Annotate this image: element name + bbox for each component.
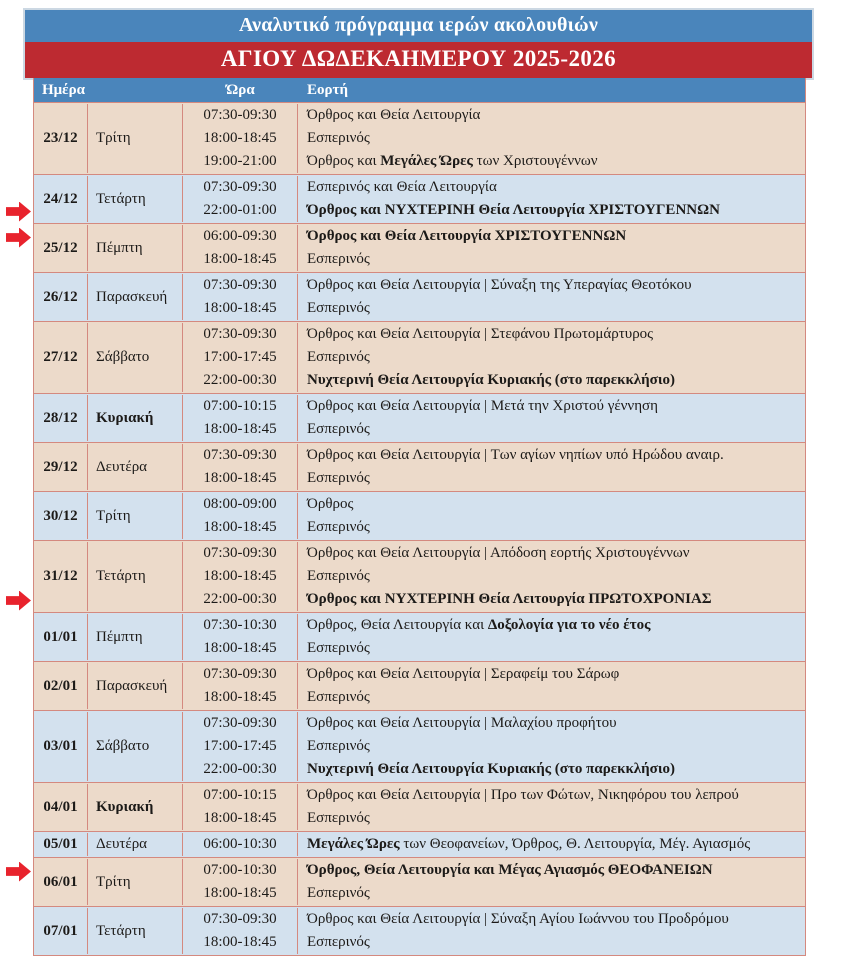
- feast-text-segment: Εσπερινός: [307, 300, 370, 316]
- table-row: [34, 102, 805, 174]
- time-cell: 07:30-09:30: [183, 104, 298, 127]
- services-cell: [183, 908, 805, 954]
- table-row: [34, 491, 805, 540]
- services-cell: [183, 493, 805, 539]
- services-cell: [183, 833, 805, 856]
- date-cell: 31/12: [34, 542, 88, 611]
- table-row: [34, 223, 805, 272]
- time-cell: 07:30-09:30: [183, 323, 298, 346]
- feast-text-segment: Όρθρος και Θεία Λειτουργία | Μετά την Χριστού γέννηση: [307, 398, 658, 414]
- service-line: [183, 323, 805, 346]
- table-row: [34, 174, 805, 223]
- date-cell: 03/01: [34, 712, 88, 781]
- date-cell: 25/12: [34, 225, 88, 271]
- date-cell: 30/12: [34, 493, 88, 539]
- service-line: [183, 176, 805, 199]
- table-row: [34, 612, 805, 661]
- time-cell: 17:00-17:45: [183, 346, 298, 369]
- service-line: [183, 297, 805, 320]
- table-row: [34, 321, 805, 393]
- table-row: [34, 906, 805, 955]
- feast-text-segment: των Χριστουγέννων: [472, 153, 598, 169]
- feast-cell: [298, 666, 805, 683]
- feast-cell: [298, 862, 805, 879]
- feast-text-segment: Όρθρος, Θεία Λειτουργία και Μέγας Αγιασμός ΘΕΟΦΑΝΕΙΩΝ: [307, 862, 713, 878]
- feast-cell: [298, 934, 805, 951]
- day-cell: Τρίτη: [88, 104, 183, 173]
- feast-text-segment: Όρθρος και ΝΥΧΤΕΡΙΝΗ Θεία Λειτουργία ΠΡΩΤΟΧΡΟΝΙΑΣ: [307, 591, 712, 607]
- feast-text-segment: Εσπερινός: [307, 885, 370, 901]
- feast-text-segment: Όρθρος και Θεία Λειτουργία: [307, 107, 481, 123]
- time-cell: 07:30-09:30: [183, 274, 298, 297]
- time-cell: 18:00-18:45: [183, 127, 298, 150]
- table-row: [34, 831, 805, 857]
- feast-cell: [298, 568, 805, 585]
- service-line: [183, 542, 805, 565]
- schedule-table: [33, 78, 806, 956]
- feast-text-segment: Εσπερινός: [307, 640, 370, 656]
- service-line: [183, 418, 805, 441]
- service-line: [183, 735, 805, 758]
- feast-text-segment: Όρθρος: [307, 496, 354, 512]
- time-cell: 07:30-09:30: [183, 542, 298, 565]
- service-line: [183, 369, 805, 392]
- feast-text-segment: Εσπερινός: [307, 689, 370, 705]
- day-cell: Σάββατο: [88, 712, 183, 781]
- date-cell: 24/12: [34, 176, 88, 222]
- feast-text-segment: Εσπερινός: [307, 421, 370, 437]
- feast-cell: [298, 202, 805, 219]
- red-arrow-icon: [6, 862, 31, 882]
- page-title: Αναλυτικό πρόγραμμα ιερών ακολουθιών: [25, 10, 812, 42]
- date-cell: 04/01: [34, 784, 88, 830]
- service-line: [183, 467, 805, 490]
- day-cell: Πέμπτη: [88, 614, 183, 660]
- feast-cell: [298, 591, 805, 608]
- time-cell: 07:30-09:30: [183, 908, 298, 931]
- time-cell: 07:30-09:30: [183, 444, 298, 467]
- feast-cell: [298, 810, 805, 827]
- feast-text-segment: Εσπερινός: [307, 810, 370, 826]
- time-cell: 18:00-18:45: [183, 931, 298, 954]
- day-cell: Παρασκευή: [88, 663, 183, 709]
- feast-cell: [298, 496, 805, 513]
- day-cell: Σάββατο: [88, 323, 183, 392]
- table-row: [34, 393, 805, 442]
- time-cell: 07:30-09:30: [183, 663, 298, 686]
- services-cell: [183, 444, 805, 490]
- time-cell: 18:00-18:45: [183, 297, 298, 320]
- feast-cell: [298, 130, 805, 147]
- services-cell: [183, 176, 805, 222]
- feast-cell: [298, 349, 805, 366]
- feast-cell: [298, 421, 805, 438]
- feast-cell: [298, 787, 805, 804]
- feast-text-segment: Όρθρος και ΝΥΧΤΕΡΙΝΗ Θεία Λειτουργία ΧΡΙΣΤΟΥΓΕΝΝΩΝ: [307, 202, 720, 218]
- services-cell: [183, 663, 805, 709]
- service-line: [183, 225, 805, 248]
- service-line: [183, 614, 805, 637]
- service-line: [183, 346, 805, 369]
- feast-cell: [298, 447, 805, 464]
- feast-cell: [298, 617, 805, 634]
- feast-text-segment: Εσπερινός: [307, 568, 370, 584]
- feast-cell: [298, 398, 805, 415]
- feast-cell: [298, 715, 805, 732]
- time-cell: 06:00-09:30: [183, 225, 298, 248]
- service-line: [183, 882, 805, 905]
- table-row: [34, 272, 805, 321]
- time-cell: 18:00-18:45: [183, 467, 298, 490]
- date-cell: 01/01: [34, 614, 88, 660]
- table-row: [34, 661, 805, 710]
- feast-text-segment: Όρθρος και Θεία Λειτουργία | Των αγίων νηπίων υπό Ηρώδου αναιρ.: [307, 447, 724, 463]
- feast-text-segment: Δοξολογία για το νέο έτος: [487, 617, 651, 633]
- feast-text-segment: Όρθρος και Θεία Λειτουργία | Προ των Φώτων, Νικηφόρου του λεπρού: [307, 787, 739, 803]
- table-row: [34, 710, 805, 782]
- services-cell: [183, 274, 805, 320]
- date-cell: 05/01: [34, 833, 88, 856]
- feast-text-segment: των Θεοφανείων, Όρθρος, Θ. Λειτουργία, Μέγ. Αγιασμός: [399, 836, 751, 852]
- feast-text-segment: Εσπερινός: [307, 251, 370, 267]
- date-cell: 06/01: [34, 859, 88, 905]
- column-header-day: Ημέρα: [42, 81, 85, 98]
- services-cell: [183, 225, 805, 271]
- service-line: [183, 150, 805, 173]
- feast-text-segment: Όρθρος και Θεία Λειτουργία | Μαλαχίου προφήτου: [307, 715, 617, 731]
- time-cell: 18:00-18:45: [183, 807, 298, 830]
- red-arrow-icon: [6, 228, 31, 248]
- service-line: [183, 274, 805, 297]
- service-line: [183, 444, 805, 467]
- time-cell: 06:00-10:30: [183, 833, 298, 856]
- date-cell: 29/12: [34, 444, 88, 490]
- time-cell: 22:00-01:00: [183, 199, 298, 222]
- service-line: [183, 686, 805, 709]
- feast-cell: [298, 107, 805, 124]
- column-header-time: Ώρα: [226, 81, 255, 98]
- feast-cell: [298, 519, 805, 536]
- time-cell: 18:00-18:45: [183, 418, 298, 441]
- feast-cell: [298, 545, 805, 562]
- service-line: [183, 931, 805, 954]
- feast-cell: [298, 885, 805, 902]
- feast-cell: [298, 153, 805, 170]
- time-cell: 07:00-10:15: [183, 784, 298, 807]
- day-cell: Τετάρτη: [88, 542, 183, 611]
- banner: [23, 8, 814, 80]
- time-cell: 18:00-18:45: [183, 248, 298, 271]
- service-line: [183, 712, 805, 735]
- time-cell: 18:00-18:45: [183, 516, 298, 539]
- time-cell: 07:00-10:15: [183, 395, 298, 418]
- day-cell: Δευτέρα: [88, 444, 183, 490]
- feast-text-segment: Εσπερινός: [307, 470, 370, 486]
- feast-text-segment: Όρθρος και Θεία Λειτουργία | Σεραφείμ του Σάρωφ: [307, 666, 620, 682]
- date-cell: 07/01: [34, 908, 88, 954]
- day-cell: Κυριακή: [88, 395, 183, 441]
- service-line: [183, 833, 805, 856]
- feast-text-segment: Εσπερινός: [307, 130, 370, 146]
- feast-cell: [298, 689, 805, 706]
- date-cell: 23/12: [34, 104, 88, 173]
- table-body: [34, 102, 805, 955]
- service-line: [183, 637, 805, 660]
- day-cell: Δευτέρα: [88, 833, 183, 856]
- page-subtitle: ΑΓΙΟΥ ΔΩΔΕΚΑΗΜΕΡΟΥ 2025-2026: [25, 42, 812, 78]
- services-cell: [183, 542, 805, 611]
- time-cell: 22:00-00:30: [183, 588, 298, 611]
- feast-cell: [298, 372, 805, 389]
- service-line: [183, 758, 805, 781]
- time-cell: 18:00-18:45: [183, 637, 298, 660]
- services-cell: [183, 859, 805, 905]
- table-row: [34, 442, 805, 491]
- feast-cell: [298, 761, 805, 778]
- feast-cell: [298, 179, 805, 196]
- service-line: [183, 859, 805, 882]
- feast-cell: [298, 251, 805, 268]
- services-cell: [183, 104, 805, 173]
- service-line: [183, 127, 805, 150]
- date-cell: 02/01: [34, 663, 88, 709]
- feast-cell: [298, 738, 805, 755]
- feast-cell: [298, 470, 805, 487]
- service-line: [183, 784, 805, 807]
- time-cell: 18:00-18:45: [183, 882, 298, 905]
- table-row: [34, 782, 805, 831]
- red-arrow-icon: [6, 591, 31, 611]
- service-line: [183, 104, 805, 127]
- feast-text-segment: Εσπερινός: [307, 349, 370, 365]
- day-cell: Τετάρτη: [88, 908, 183, 954]
- time-cell: 18:00-18:45: [183, 565, 298, 588]
- feast-text-segment: Όρθρος και Θεία Λειτουργία | Σύναξη Αγίου Ιωάννου του Προδρόμου: [307, 911, 729, 927]
- day-cell: Τετάρτη: [88, 176, 183, 222]
- date-cell: 27/12: [34, 323, 88, 392]
- feast-text-segment: Εσπερινός: [307, 738, 370, 754]
- table-header-row: [34, 78, 805, 102]
- feast-text-segment: Νυχτερινή Θεία Λειτουργία Κυριακής (στο παρεκκλήσιο): [307, 372, 675, 388]
- time-cell: 07:30-10:30: [183, 614, 298, 637]
- date-cell: 26/12: [34, 274, 88, 320]
- services-cell: [183, 614, 805, 660]
- feast-text-segment: Νυχτερινή Θεία Λειτουργία Κυριακής (στο παρεκκλήσιο): [307, 761, 675, 777]
- time-cell: 07:30-09:30: [183, 712, 298, 735]
- feast-cell: [298, 228, 805, 245]
- service-line: [183, 663, 805, 686]
- table-row: [34, 540, 805, 612]
- feast-text-segment: Εσπερινός: [307, 934, 370, 950]
- feast-cell: [298, 836, 805, 853]
- day-cell: Παρασκευή: [88, 274, 183, 320]
- feast-text-segment: Μεγάλες Ώρες: [307, 836, 400, 852]
- date-cell: 28/12: [34, 395, 88, 441]
- services-cell: [183, 323, 805, 392]
- feast-text-segment: Όρθρος και Θεία Λειτουργία ΧΡΙΣΤΟΥΓΕΝΝΩΝ: [307, 228, 627, 244]
- feast-text-segment: Όρθρος και Θεία Λειτουργία | Στεφάνου Πρωτομάρτυρος: [307, 326, 654, 342]
- feast-cell: [298, 640, 805, 657]
- feast-cell: [298, 277, 805, 294]
- services-cell: [183, 712, 805, 781]
- day-cell: Πέμπτη: [88, 225, 183, 271]
- time-cell: 17:00-17:45: [183, 735, 298, 758]
- time-cell: 07:00-10:30: [183, 859, 298, 882]
- service-line: [183, 493, 805, 516]
- time-cell: 18:00-18:45: [183, 686, 298, 709]
- day-cell: Τρίτη: [88, 493, 183, 539]
- feast-text-segment: Όρθρος και Θεία Λειτουργία | Απόδοση εορτής Χριστουγέννων: [307, 545, 690, 561]
- feast-text-segment: Μεγάλες Ώρες: [380, 153, 473, 169]
- feast-text-segment: Όρθρος και Θεία Λειτουργία | Σύναξη της Υπεραγίας Θεοτόκου: [307, 277, 692, 293]
- day-cell: Τρίτη: [88, 859, 183, 905]
- service-line: [183, 395, 805, 418]
- time-cell: 07:30-09:30: [183, 176, 298, 199]
- day-cell: Κυριακή: [88, 784, 183, 830]
- service-line: [183, 199, 805, 222]
- service-line: [183, 516, 805, 539]
- column-header-feast: Εορτή: [307, 81, 348, 98]
- time-cell: 19:00-21:00: [183, 150, 298, 173]
- service-line: [183, 248, 805, 271]
- table-row: [34, 857, 805, 906]
- feast-cell: [298, 326, 805, 343]
- feast-text-segment: Εσπερινός και Θεία Λειτουργία: [307, 179, 497, 195]
- time-cell: 08:00-09:00: [183, 493, 298, 516]
- services-cell: [183, 395, 805, 441]
- services-cell: [183, 784, 805, 830]
- feast-text-segment: Όρθρος και: [307, 153, 381, 169]
- feast-text-segment: Εσπερινός: [307, 519, 370, 535]
- feast-cell: [298, 300, 805, 317]
- feast-text-segment: Όρθρος, Θεία Λειτουργία και: [307, 617, 488, 633]
- service-line: [183, 588, 805, 611]
- time-cell: 22:00-00:30: [183, 369, 298, 392]
- red-arrow-icon: [6, 202, 31, 222]
- time-cell: 22:00-00:30: [183, 758, 298, 781]
- service-line: [183, 807, 805, 830]
- service-line: [183, 565, 805, 588]
